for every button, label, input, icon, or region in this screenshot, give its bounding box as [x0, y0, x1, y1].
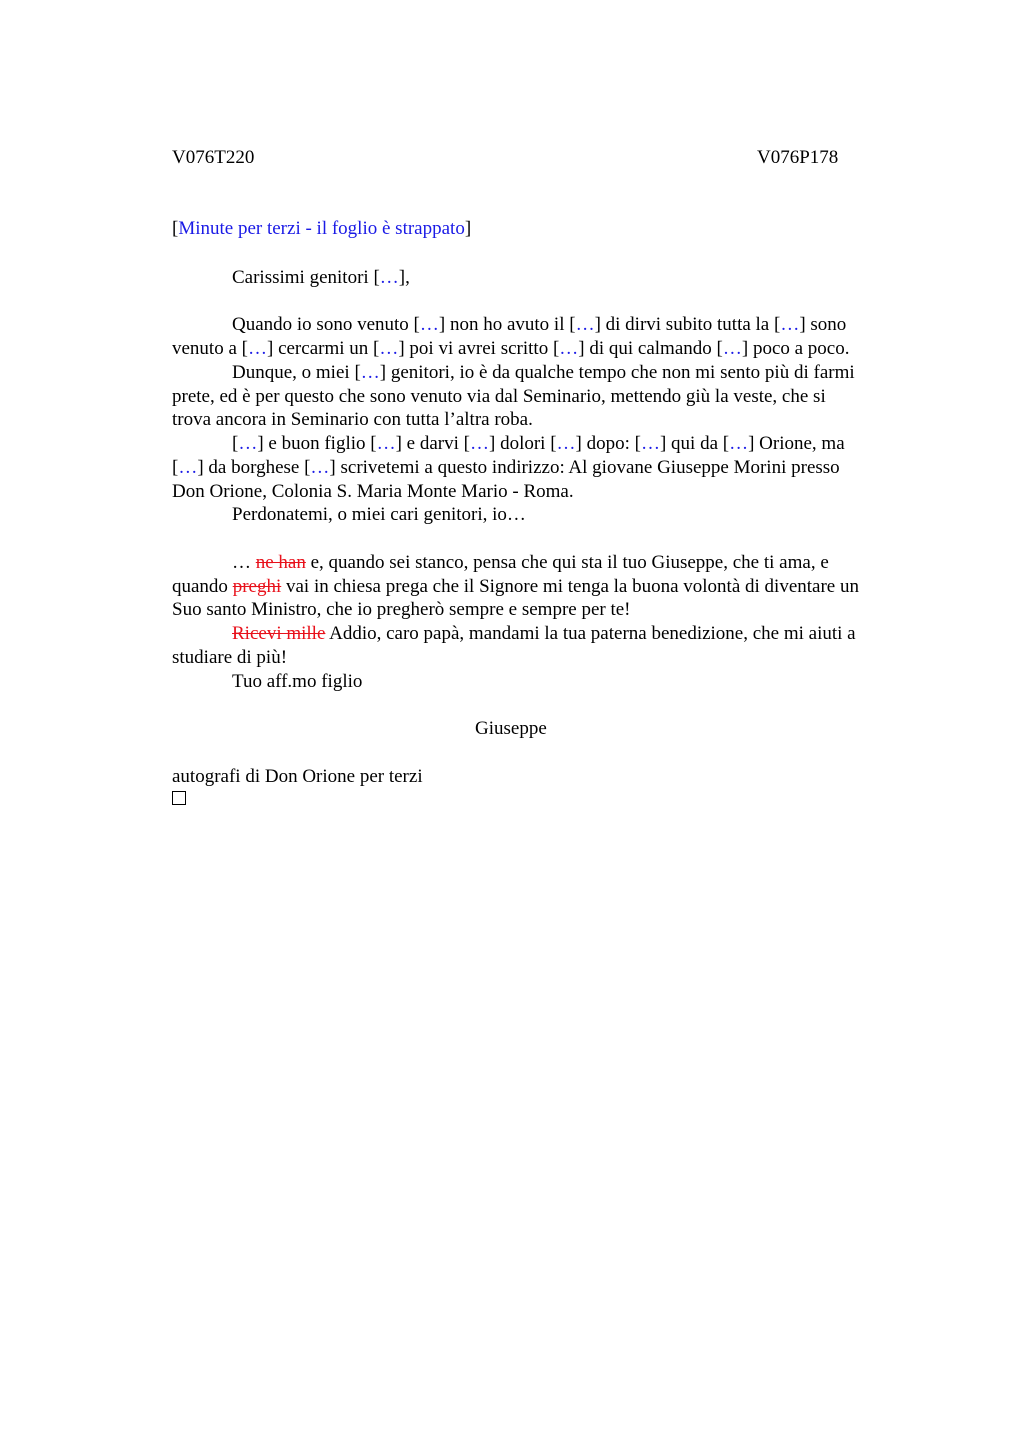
paragraph-2-line-3: trova ancora in Seminario con tutta l’altra roba.: [172, 409, 533, 430]
closing: Tuo aff.mo figlio: [232, 671, 363, 692]
signature: Giuseppe: [475, 718, 547, 739]
paragraph-3-line-1: […] e buon figlio […] e darvi […] dolori […] dopo: […] qui da […] Orione, ma: [232, 433, 845, 454]
paragraph-2-line-2: prete, ed è per questo che sono venuto via dal Seminario, mettendo giù la veste, che si: [172, 386, 826, 407]
deleted-text: ne han: [255, 552, 306, 573]
paragraph-6-line-2: studiare di più!: [172, 647, 288, 668]
deleted-text: preghi: [232, 576, 282, 597]
header-left-code: V076T220: [172, 147, 255, 168]
paragraph-1-line-2: venuto a […] cercarmi un […] poi vi avrei scritto […] di qui calmando […] poco a poco.: [172, 338, 850, 359]
paragraph-5-line-3: Suo santo Ministro, che io pregherò sempre e sempre per te!: [172, 599, 631, 620]
paragraph-4: Perdonatemi, o miei cari genitori, io…: [232, 504, 526, 525]
header-right-code: V076P178: [757, 147, 839, 168]
paragraph-1-line-1: Quando io sono venuto […] non ho avuto il […] di dirvi subito tutta la […] sono: [232, 314, 847, 335]
deleted-text: Ricevi mille: [232, 623, 326, 644]
paragraph-2-line-1: Dunque, o miei […] genitori, io è da qualche tempo che non mi sento più di farmi: [232, 362, 855, 383]
paragraph-5-line-1: … ne han e, quando sei stanco, pensa che qui sta il tuo Giuseppe, che ti ama, e: [232, 552, 829, 573]
paragraph-6-line-1: Ricevi mille Addio, caro papà, mandami la tua paterna benedizione, che mi aiuti a: [232, 623, 856, 644]
editorial-note: [Minute per terzi - il foglio è strappato]: [172, 218, 472, 239]
paragraph-3-line-2: […] da borghese […] scrivetemi a questo indirizzo: Al giovane Giuseppe Morini presso: [172, 457, 840, 478]
note-text: Minute per terzi - il foglio è strappato: [178, 218, 465, 239]
greeting: Carissimi genitori […],: [232, 267, 410, 288]
footer-note: autografi di Don Orione per terzi: [172, 766, 423, 787]
checkbox-square-icon: [172, 791, 186, 805]
paragraph-5-line-2: quando preghi vai in chiesa prega che il Signore mi tenga la buona volontà di diventare un: [172, 576, 859, 597]
paragraph-3-line-3: Don Orione, Colonia S. Maria Monte Mario - Roma.: [172, 481, 574, 502]
